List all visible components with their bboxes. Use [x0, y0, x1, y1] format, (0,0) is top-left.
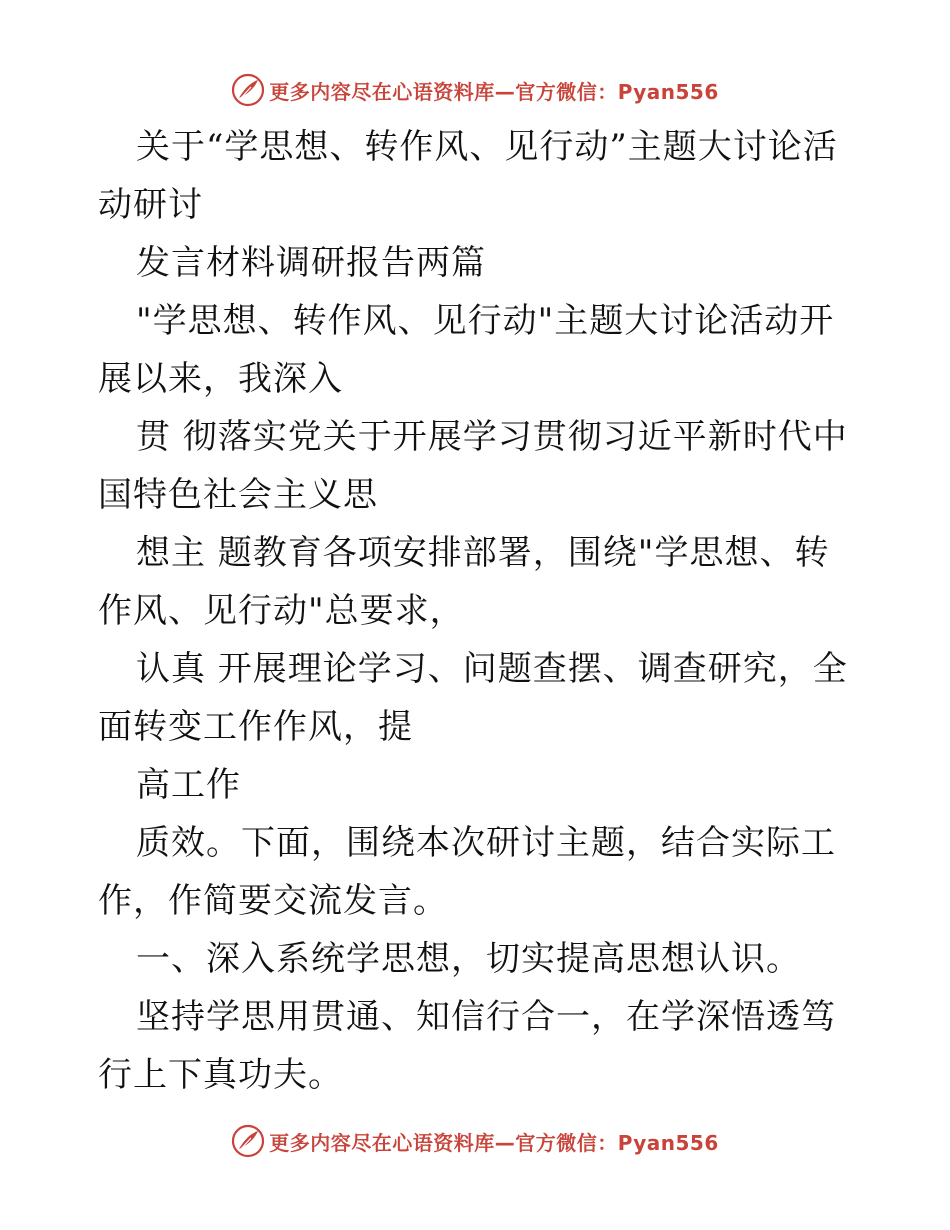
document-body: [98, 118, 858, 1104]
header-banner: [0, 70, 950, 110]
doc-paragraph-10: 坚持学思用贯通、知信行合一，在学深悟透笃行上下真功夫。: [98, 997, 836, 1095]
quill-logo-icon: [231, 1124, 265, 1158]
header-banner-text: 更多内容尽在心语资料库—官方微信：Pyan556: [269, 79, 719, 104]
doc-paragraph-3: "学思想、转作风、见行动"主题大讨论活动开展以来，我深入: [98, 301, 835, 399]
quill-logo-icon: [231, 73, 265, 107]
footer-banner-text: 更多内容尽在心语资料库—官方微信：Pyan556: [269, 1130, 719, 1155]
footer-banner: [0, 1121, 950, 1161]
doc-paragraph-2: 发言材料调研报告两篇: [136, 243, 486, 283]
doc-paragraph-5: 想主 题教育各项安排部署，围绕"学思想、转作风、见行动"总要求，: [98, 533, 830, 631]
doc-paragraph-1: 关于“学思想、转作风、见行动”主题大讨论活动研讨: [98, 127, 838, 225]
doc-paragraph-7: 高工作: [136, 765, 241, 805]
doc-paragraph-9: 一、深入系统学思想，切实提高思想认识。: [136, 939, 801, 979]
doc-paragraph-8: 质效。下面，围绕本次研讨主题，结合实际工作，作简要交流发言。: [98, 823, 836, 921]
doc-paragraph-6: 认真 开展理论学习、问题查摆、调查研究，全面转变工作作风，提: [98, 649, 848, 747]
doc-paragraph-4: 贯 彻落实党关于开展学习贯彻习近平新时代中国特色社会主义思: [98, 417, 848, 515]
